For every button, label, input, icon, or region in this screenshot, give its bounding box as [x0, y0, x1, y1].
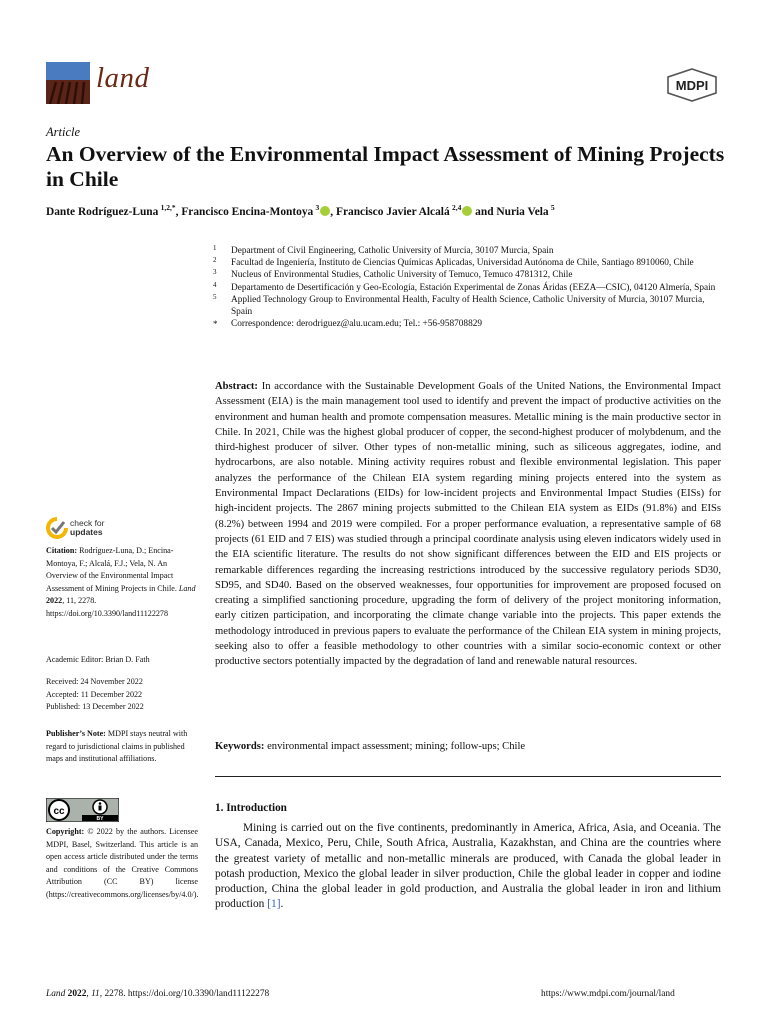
- affiliation-number: 2: [213, 256, 217, 265]
- affiliation-item: [213, 294, 723, 318]
- check-for-updates-line1: check for: [70, 518, 105, 528]
- land-journal-logo: [46, 62, 90, 104]
- citation-text: Rodríguez-Luna, D.; Encina-Montoya, F.; Alcalá, F.J.; Vela, N. An Overview of the Environmental Impact Assessment of Mining Projects in Chile.: [46, 546, 177, 593]
- citation-block: Citation: Rodríguez-Luna, D.; Encina-Montoya, F.; Alcalá, F.J.; Vela, N. An Overview of the Environmental Impact Assessment of Mining Projects in Chile. Land 2022, 11, 2278. https://doi.org/10.3390/land11122278: [46, 546, 196, 618]
- mdpi-logo-text: MDPI: [675, 78, 709, 93]
- affiliation-number: 1: [213, 244, 217, 252]
- introduction-paragraph: [215, 821, 721, 913]
- affiliation-text: Departamento de Desertificación y Geo-Ecología, Estación Experimental de Zonas Áridas (EEZA—CSIC), 04120 Almería, Spain: [231, 282, 716, 293]
- orcid-icon[interactable]: [462, 206, 472, 216]
- article-type: Article: [46, 125, 81, 139]
- affiliation-item: [213, 245, 723, 257]
- author-separator: ,: [330, 205, 336, 218]
- copyright-block: [46, 826, 198, 902]
- published-date: Published: 13 December 2022: [46, 702, 144, 712]
- copyright-text: © 2022 by the authors. Licensee MDPI, Basel, Switzerland. This article is an open access article distributed under the terms and conditions of the Creative Commons Attribution (CC BY) license (https://creativecommons.org/licenses/by/4.0/).: [46, 827, 199, 899]
- footer-journal-url[interactable]: https://www.mdpi.com/journal/land: [541, 989, 675, 999]
- citation-year: 2022: [46, 596, 63, 606]
- affiliation-item: [213, 269, 723, 281]
- affiliations: [213, 245, 723, 330]
- affiliation-item: [213, 282, 723, 294]
- affiliation-number: 5: [213, 292, 217, 301]
- author-list: [46, 203, 726, 218]
- publisher-note: [46, 728, 198, 766]
- keywords: [215, 741, 721, 752]
- publisher-note-text: MDPI stays neutral with regard to jurisdictional claims in published maps and institutional affiliations.: [46, 729, 188, 764]
- paper-title: An Overview of the Environmental Impact Assessment of Mining Projects in Chile: [46, 142, 725, 191]
- article-dates: [46, 676, 198, 714]
- author-name[interactable]: Francisco Encina-Montoya: [181, 205, 314, 218]
- author-name[interactable]: Francisco Javier Alcalá: [335, 205, 450, 218]
- section-heading-introduction: 1. Introduction: [215, 802, 287, 814]
- check-for-updates-icon[interactable]: [46, 517, 68, 541]
- correspondence-text[interactable]: Correspondence: derodriguez@alu.ucam.edu; Tel.: +56-958708829: [231, 319, 483, 330]
- received-date: Received: 24 November 2022: [46, 677, 143, 686]
- footer-volume: 11: [91, 989, 100, 999]
- abstract-text: In accordance with the Sustainable Development Goals of the United Nations, the Environmental Impact Assessment (EIA) is the main management tool used to identify and prevent the impact of productive activities on the environment and human health and promote compensation measures. Metallic mining is the main productive sector in Chile. In 2021, Chile was the highest global producer of copper, the second-highest producer of molybdenum, and the third-highest producer of silver. Other types of non-metallic mining, such as siliceous aggregates, iodine, and hydrocarbons, are also notable. Mining activity requires robust and flexible environmental legislation. This paper analyzes the performance of the Chilean EIA system regarding mining projects entered into the system as Environmental Impact Declarations (EIDs) for low-incident projects and Environmental Impact Studies (EISs) for high-incident projects. The 2867 mining projects submitted to the Chilean EIA system as EIDs (91.8%) and EISs (8.2%) between 1994 and 2019 were compiled. For a proper performance evaluation, a representative sample of 68 projects (61 EID and 7 EIS) was studied through a principal coordinate analysis using eleven indicators widely used in the EIA scientific literature. The results do not show significant differences between the EID and EIS projects or remarkable differences regarding the increasing restrictions introduced by the successive regulatory periods SD30, SD95, and SD40. Based on the observed weaknesses, four opportunities for improvement are proposed focused on creating a simplified sanctioning procedure, upgrading the form of delivery of the project monitoring information, early citizen participation, and incorporating the climate change variable into the projects. This paper extends the methodology introduced in previous papers to evaluate the performance of the Chilean EIA system in mining projects, seeking also to offer a feasible methodology to other countries with a similar socio-economic context or other productive sectors potentially impacted by the degradation of land and renewable natural resources.: [215, 381, 721, 668]
- abstract: [215, 379, 721, 670]
- author-separator: ,: [175, 205, 182, 218]
- affiliation-text: Department of Civil Engineering, Catholic University of Murcia, 30107 Murcia, Spain: [231, 246, 554, 256]
- author-name[interactable]: Dante Rodríguez-Luna: [46, 205, 159, 218]
- introduction-text: Mining is carried out on the five continents, predominantly in America, Africa, Asia, and Oceania. The USA, Canada, Mexico, Peru, Chile, South Africa, Australia, Kazakhstan, and China are the countries where the greatest variety of metallic and non-metallic minerals are produced, with Canada the global leader in potash production, Mexico the global leader in silver production, Chile the global leader in copper and iodine production, China the global leader in gold production, and Australia the global leader in iron and lithium production: [215, 822, 721, 911]
- journal-name: land: [96, 62, 150, 94]
- publisher-note-label: Publisher’s Note:: [46, 729, 106, 738]
- correspondence-item: [213, 318, 723, 330]
- affiliation-number: 4: [213, 280, 217, 289]
- keywords-text: environmental impact assessment; mining; follow-ups; Chile: [267, 741, 526, 752]
- citation-doi[interactable]: 11, 2278. https://doi.org/10.3390/land11122278: [46, 596, 169, 618]
- author-affiliation-sup: 5: [550, 203, 555, 212]
- author-affiliation-sup: 3: [315, 203, 320, 212]
- academic-editor: Academic Editor: Brian D. Fath: [46, 655, 150, 664]
- affiliation-text: Applied Technology Group to Environmental Health, Faculty of Health Science, Catholic University of Murcia, 30107 Murcia, Spain: [231, 294, 705, 318]
- accepted-date: Accepted: 11 December 2022: [46, 689, 143, 699]
- footer-doi[interactable]: , 2278. https://doi.org/10.3390/land11122278: [99, 989, 270, 999]
- footer-year: 2022: [67, 989, 87, 999]
- orcid-icon[interactable]: [320, 206, 330, 216]
- author-separator: and: [472, 205, 497, 218]
- abstract-label: Abstract:: [215, 381, 258, 392]
- affiliation-text: Facultad de Ingeniería, Instituto de Ciencias Químicas Aplicadas, Universidad Autónoma de Chile, Santiago 8910060, Chile: [231, 258, 694, 269]
- footer-journal: Land: [46, 989, 66, 999]
- introduction-text-end: .: [280, 898, 284, 911]
- author-name[interactable]: Nuria Vela: [496, 205, 549, 218]
- cc-badge-cc: cc: [53, 806, 65, 817]
- author-affiliation-sup: 2,4: [451, 203, 462, 212]
- check-for-updates-label[interactable]: [70, 519, 105, 537]
- reference-link[interactable]: [1]: [267, 898, 281, 911]
- copyright-label: Copyright:: [46, 827, 85, 836]
- citation-journal: Land: [178, 583, 196, 593]
- citation-label: Citation:: [46, 546, 78, 555]
- keywords-label: Keywords:: [215, 741, 265, 752]
- author-affiliation-sup: 1,2,*: [160, 203, 176, 212]
- cc-by-license-icon[interactable]: [46, 798, 119, 822]
- section-divider: [215, 776, 721, 777]
- affiliation-item: [213, 257, 723, 269]
- mdpi-logo: [666, 68, 718, 102]
- affiliation-text: Nucleus of Environmental Studies, Catholic University of Temuco, Temuco 4781312, Chile: [231, 270, 573, 281]
- cc-badge-by: BY: [96, 816, 104, 822]
- affiliation-number: 3: [213, 268, 217, 277]
- correspondence-marker: *: [213, 319, 218, 330]
- footer-citation: Land 2022, 11, 2278. https://doi.org/10.3390/land11122278: [46, 989, 270, 999]
- check-for-updates-line2: updates: [70, 527, 103, 537]
